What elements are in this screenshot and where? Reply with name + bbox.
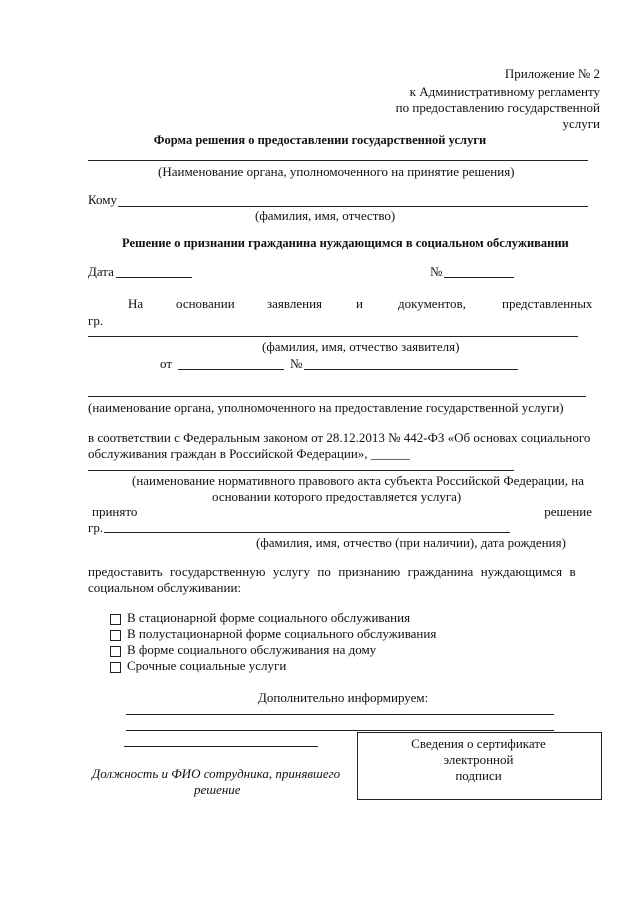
provider-caption: (наименование органа, уполномоченного на предоставление государственной услуги)	[88, 400, 564, 415]
regional-caption-2: основании которого предоставляется услуга)	[212, 489, 462, 504]
signer-caption-1: Должность и ФИО сотрудника, принявшего	[92, 766, 341, 781]
provider-line	[88, 396, 586, 397]
from-line	[178, 369, 284, 370]
cert-line-3: подписи	[455, 768, 502, 783]
option-1-label: В стационарной форме социального обслуживания	[127, 610, 411, 625]
basis-word-3: заявления	[267, 296, 323, 311]
option-3-checkbox[interactable]	[110, 646, 121, 657]
applicant-caption: (фамилия, имя, отчество заявителя)	[262, 339, 460, 354]
law-line-1: в соответствии с Федеральным законом от 28.12.2013 № 442-ФЗ «Об основах социального	[88, 430, 591, 445]
decision-word: решение	[544, 504, 592, 519]
basis-word-2: основании	[176, 296, 235, 311]
date-line	[116, 277, 192, 278]
from-label: от	[160, 356, 173, 371]
applicant-line	[88, 336, 578, 337]
num-label-2: №	[290, 356, 303, 371]
appendix-line-4: услуги	[562, 116, 600, 131]
additional-info-label: Дополнительно информируем:	[258, 690, 429, 705]
regional-line	[88, 470, 514, 471]
cert-line-2: электронной	[443, 752, 514, 767]
basis-gr: гр.	[88, 313, 104, 328]
basis-word-6: представленных	[502, 296, 593, 311]
option-1-checkbox[interactable]	[110, 614, 121, 625]
additional-line-1	[126, 714, 554, 715]
to-caption: (фамилия, имя, отчество)	[255, 208, 396, 223]
additional-line-2	[126, 730, 554, 731]
decision-title: Решение о признании гражданина нуждающимся в социальном обслуживании	[122, 236, 569, 250]
to-label: Кому	[88, 192, 118, 207]
organ-caption: (Наименование органа, уполномоченного на принятие решения)	[158, 164, 515, 179]
signer-caption-2: решение	[194, 782, 241, 797]
option-2-checkbox[interactable]	[110, 630, 121, 641]
num-line-2	[304, 369, 518, 370]
regional-caption-1: (наименование нормативного правового акта субъекта Российской Федерации, на	[132, 473, 584, 488]
appendix-line-1: Приложение № 2	[504, 66, 600, 81]
to-line	[118, 206, 588, 207]
date-label: Дата	[88, 264, 114, 279]
citizen-caption: (фамилия, имя, отчество (при наличии), дата рождения)	[256, 535, 566, 550]
option-2-label: В полустационарной форме социального обслуживания	[127, 626, 437, 641]
cert-line-1: Сведения о сертификате	[411, 736, 546, 751]
gr-label-2: гр.	[88, 520, 104, 535]
option-4-checkbox[interactable]	[110, 662, 121, 673]
number-line	[444, 277, 514, 278]
appendix-line-2: к Административному регламенту	[409, 84, 600, 99]
accepted-label: принято	[92, 504, 138, 519]
form-title: Форма решения о предоставлении государственной услуги	[153, 133, 487, 147]
provide-line-1: предоставить государственную услугу по признанию гражданина нуждающимся в	[88, 564, 576, 579]
basis-word-1: На	[128, 296, 144, 311]
basis-word-4: и	[356, 296, 363, 311]
citizen-line	[104, 532, 510, 533]
organ-line	[88, 160, 588, 161]
number-label: №	[430, 264, 443, 279]
signer-line	[124, 746, 318, 747]
option-3-label: В форме социального обслуживания на дому	[127, 642, 377, 657]
law-line-2: обслуживания граждан в Российской Федерации», ______	[88, 446, 410, 461]
appendix-line-3: по предоставлению государственной	[395, 100, 600, 115]
option-4-label: Срочные социальные услуги	[127, 658, 287, 673]
basis-word-5: документов,	[398, 296, 466, 311]
provide-line-2: социальном обслуживании:	[88, 580, 242, 595]
